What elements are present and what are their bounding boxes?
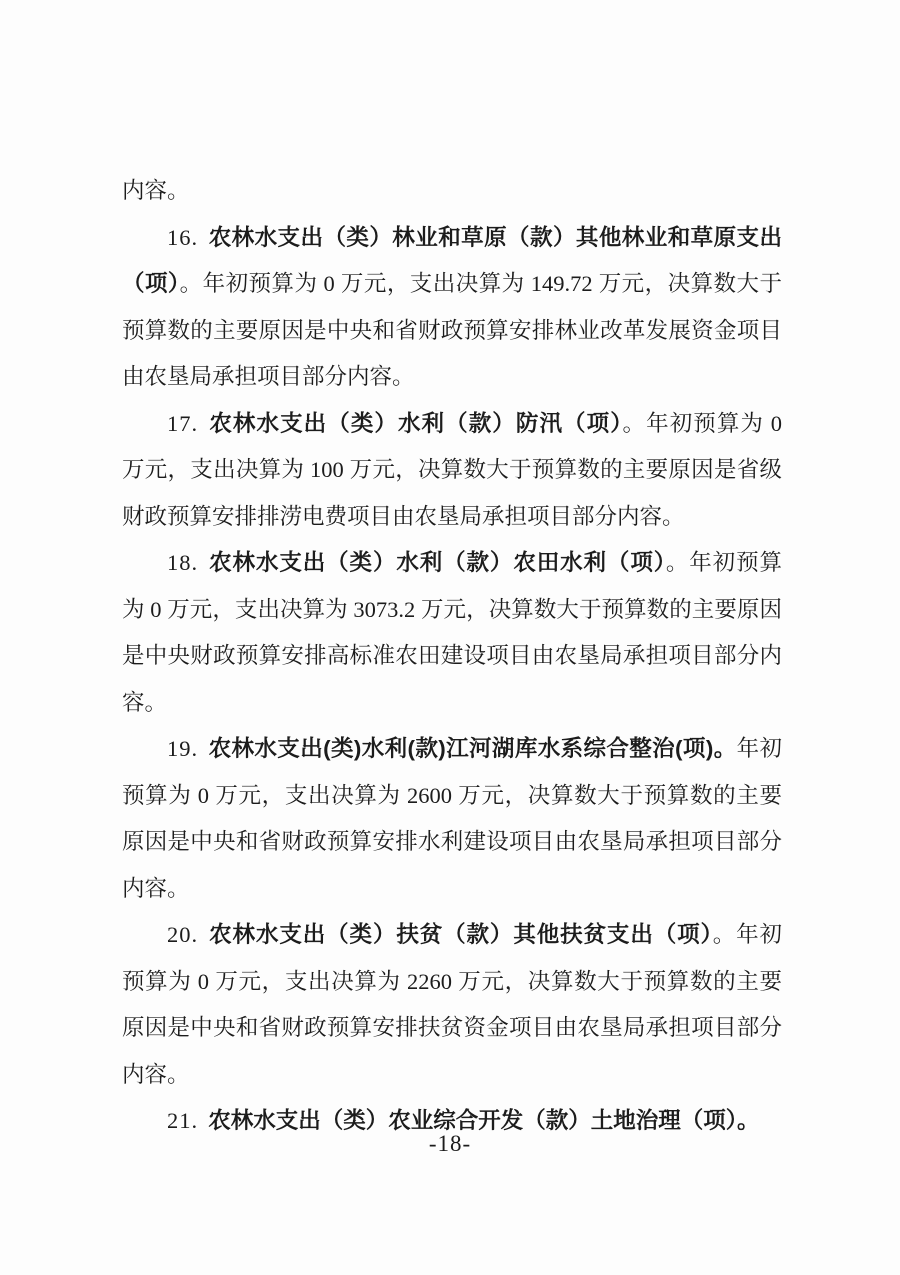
paragraph-heading: 农林水支出（类）林业和草原（款）其他林业和草原支出（项）	[122, 224, 782, 296]
paragraph-heading: 农林水支出(类)水利(款)江河湖库水系综合整治(项)。	[208, 736, 737, 761]
page-number: -18-	[428, 1131, 472, 1156]
paragraph-heading: 农林水支出（类）水利（款）防汛（项）	[208, 410, 623, 436]
paragraph-item-16	[122, 215, 782, 401]
paragraph-body-text: 。年初预算为 0 万元，支出决算为 149.72 万元，决算数大于预算数的主要原因是中央和省财政预算安排林业改革发展资金项目由农垦局承担项目部分内容。	[122, 271, 782, 389]
paragraph-heading: 农林水支出（类）农业综合开发（款）土地治理（项）。	[208, 1108, 760, 1133]
paragraph-item-20	[122, 912, 782, 1098]
paragraph-number: 19.	[167, 736, 199, 761]
paragraph-body-text: 。年初预算为 0 万元，支出决算为 3073.2 万元，决算数大于预算数的主要原因是中央财政预算安排高标准农田建设项目由农垦局承担项目部分内容。	[122, 550, 782, 715]
paragraph-item-19	[122, 726, 782, 912]
paragraph-number: 21.	[167, 1108, 199, 1133]
paragraph-heading: 农林水支出（类）扶贫（款）其他扶贫支出（项）	[208, 922, 713, 947]
paragraph-number: 18.	[167, 550, 199, 575]
paragraph-body-text: 。年初预算为 0 万元，支出决算为 2260 万元，决算数大于预算数的主要原因是中央和省财政预算安排扶贫资金项目由农垦局承担项目部分内容。	[122, 922, 782, 1087]
paragraph-number: 16.	[167, 224, 199, 250]
paragraph-body-text: 年初预算为 0 万元，支出决算为 2600 万元，决算数大于预算数的主要原因是中央和省财政预算安排水利建设项目由农垦局承担项目部分内容。	[122, 736, 782, 901]
paragraph-body-text: 内容。	[122, 178, 190, 203]
paragraph-item-17	[122, 401, 782, 541]
paragraph-number: 20.	[167, 922, 199, 947]
document-body	[122, 168, 782, 1145]
paragraph-number: 17.	[167, 410, 199, 436]
paragraph-body-text: 。年初预算为 0 万元，支出决算为 100 万元，决算数大于预算数的主要原因是省级财政预算安排排涝电费项目由农垦局承担项目部分内容。	[122, 410, 782, 529]
paragraph-continuation	[122, 168, 782, 215]
paragraph-item-18	[122, 540, 782, 726]
paragraph-heading: 农林水支出（类）水利（款）农田水利（项）	[208, 550, 666, 575]
